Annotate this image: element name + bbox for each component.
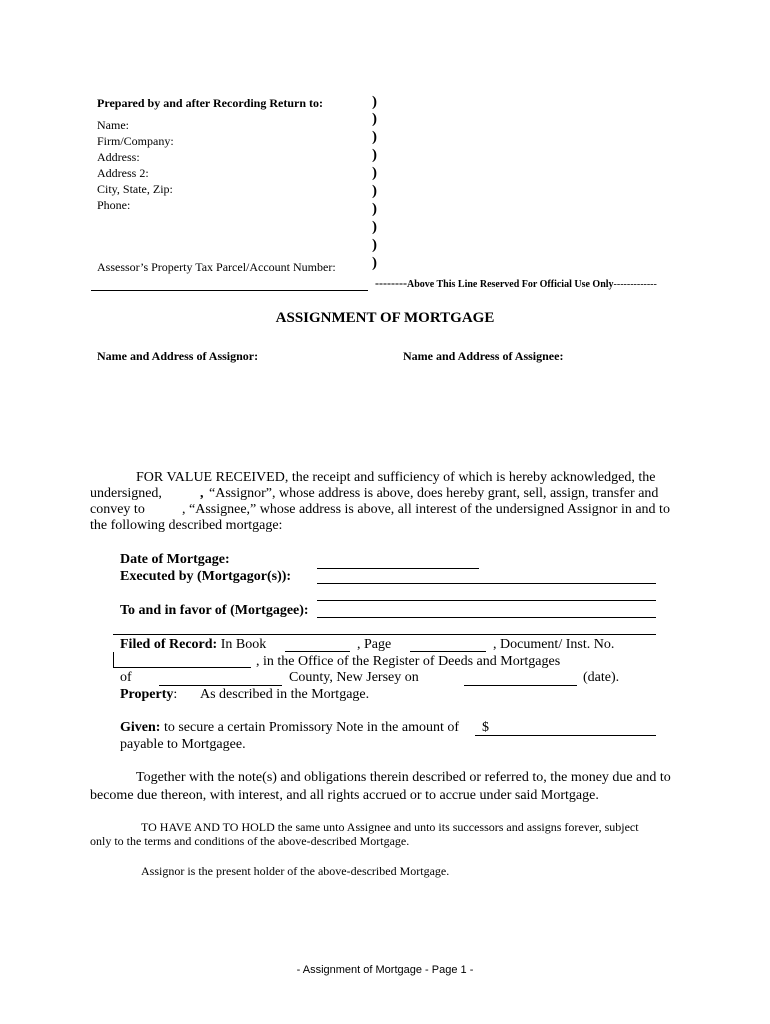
bracket-paren: ) <box>372 237 377 253</box>
firm-field-label: Firm/Company: <box>97 134 174 148</box>
recorded-date-input[interactable] <box>464 685 577 686</box>
county-label: County, New Jersey on <box>289 670 419 685</box>
book-input[interactable] <box>285 651 350 652</box>
property-value: As described in the Mortgage. <box>200 687 370 702</box>
in-book-label: In Book <box>220 637 267 652</box>
para1-line2-b: “Assignor”, whose address is above, does hereby grant, sell, assign, transfer and <box>209 486 659 501</box>
bracket-paren: ) <box>372 201 377 217</box>
together-line1: Together with the note(s) and obligations therein described or referred to, the money due and to <box>136 770 671 785</box>
mortgagee-input[interactable] <box>317 617 656 618</box>
mortgagor-input[interactable] <box>317 583 656 584</box>
page-input[interactable] <box>410 651 486 652</box>
name-field-label: Name: <box>97 118 129 132</box>
to-have-line1: TO HAVE AND TO HOLD the same unto Assignee and unto its successors and assigns forever, subject <box>141 820 639 834</box>
para1-line2-comma: , <box>200 486 204 501</box>
footer-dash-left: - <box>296 964 301 976</box>
together-line2: become due thereon, with interest, and all rights accrued or to accrue under said Mortgage. <box>90 788 599 803</box>
bracket-paren: ) <box>372 111 377 127</box>
reserved-text: Above This Line Reserved For Official Use Only <box>406 279 614 290</box>
mortgagee-label: To and in favor of (Mortgagee): <box>120 603 309 618</box>
filed-of-record-line <box>120 637 266 653</box>
footer-dash-right: - <box>469 964 474 976</box>
amount-input[interactable] <box>475 735 656 736</box>
date-of-mortgage-input[interactable] <box>317 568 479 569</box>
property-label: Property <box>120 687 174 702</box>
bracket-paren: ) <box>372 183 377 199</box>
address2-field-label: Address 2: <box>97 166 149 180</box>
phone-field-label: Phone: <box>97 198 131 212</box>
dashes: -------- <box>375 276 407 290</box>
bracket-paren: ) <box>372 255 377 271</box>
given-label: Given: <box>120 720 161 735</box>
para1-line2-a: undersigned, <box>90 486 162 501</box>
bracket-paren: ) <box>372 219 377 235</box>
county-input[interactable] <box>159 685 282 686</box>
para1-line3-a: convey to <box>90 502 145 517</box>
doc-inst-label: , Document/ Inst. No. <box>493 637 615 652</box>
holder-statement: Assignor is the present holder of the above-described Mortgage. <box>141 864 450 878</box>
parcel-label: Assessor’s Property Tax Parcel/Account Number: <box>97 260 336 274</box>
bracket-paren: ) <box>372 165 377 181</box>
property-colon: : <box>173 687 178 702</box>
property-line <box>120 687 177 703</box>
city-state-zip-field-label: City, State, Zip: <box>97 182 173 196</box>
payable-text: payable to Mortgagee. <box>120 737 246 752</box>
mortgagor-input-2[interactable] <box>317 600 656 601</box>
bracket-paren: ) <box>372 94 377 110</box>
bracket-paren: ) <box>372 129 377 145</box>
parcel-input-line <box>91 290 368 291</box>
para1-line3-b: , “Assignee,” whose address is above, all interest of the undersigned Assignor in and to <box>182 502 670 517</box>
para1-line4: the following described mortgage: <box>90 518 283 533</box>
of-label: of <box>120 670 132 685</box>
page-footer <box>0 964 770 976</box>
mortgagee-input-2[interactable] <box>113 634 656 635</box>
prepared-by-label: Prepared by and after Recording Return to: <box>97 96 323 110</box>
filed-of-record-label: Filed of Record: <box>120 637 218 652</box>
assignee-label: Name and Address of Assignee: <box>403 349 564 363</box>
executed-by-label: Executed by (Mortgagor(s)): <box>120 569 292 584</box>
register-text: , in the Office of the Register of Deeds and Mortgages <box>256 654 561 669</box>
to-have-line2: only to the terms and conditions of the above-described Mortgage. <box>90 834 410 848</box>
address-field-label: Address: <box>97 150 140 164</box>
para1-line1: FOR VALUE RECEIVED, the receipt and sufficiency of which is hereby acknowledged, the <box>136 470 656 485</box>
footer-text: Assignment of Mortgage - Page 1 <box>302 964 467 976</box>
doc-inst-input[interactable] <box>113 652 251 668</box>
given-text: to secure a certain Promissory Note in the amount of <box>163 720 460 735</box>
dollar-sign: $ <box>482 720 489 735</box>
date-suffix: (date). <box>583 670 620 685</box>
official-use-line <box>375 276 657 291</box>
assignor-label: Name and Address of Assignor: <box>97 349 259 363</box>
dashes: ------------- <box>613 279 657 290</box>
given-line <box>120 720 459 736</box>
bracket-paren: ) <box>372 147 377 163</box>
page-label: , Page <box>357 637 392 652</box>
date-of-mortgage-label: Date of Mortgage: <box>120 552 230 567</box>
page-title: ASSIGNMENT OF MORTGAGE <box>275 310 495 326</box>
